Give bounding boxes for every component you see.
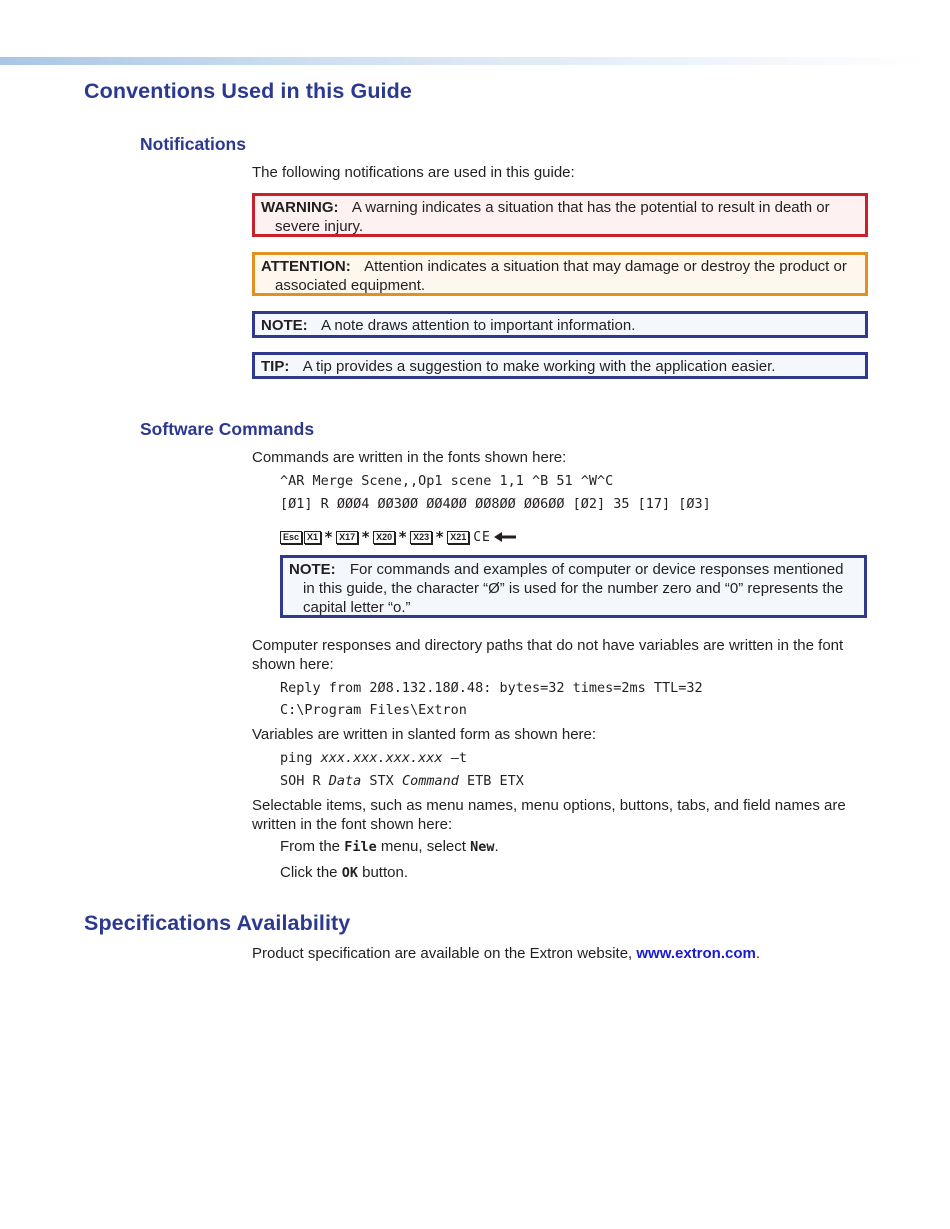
- variable-example-1-a: ping: [280, 750, 321, 766]
- key-x23: X23: [410, 531, 432, 544]
- note-text: A note draws attention to important information.: [321, 317, 636, 334]
- specifications-text-body: Product specification are available on the Extron website,: [252, 945, 637, 962]
- key-x17: X17: [336, 531, 358, 544]
- specifications-text: [252, 944, 862, 963]
- variable-example-2-c: STX: [361, 773, 402, 789]
- variable-example-2-command: Command: [401, 773, 459, 789]
- keystroke-example: [280, 528, 516, 546]
- selectable-new: New: [470, 839, 495, 855]
- variable-example-2: [280, 772, 524, 790]
- ce-text: CE: [473, 529, 491, 545]
- command-example-2: [Ø1] R ØØØ4 ØØ3ØØ ØØ4ØØ ØØ8ØØ ØØ6ØØ [Ø2] 35 [17] [Ø3]: [280, 496, 711, 512]
- commands-note-line3: capital letter “o.”: [303, 599, 411, 616]
- commands-intro: Commands are written in the fonts shown here:: [252, 449, 567, 466]
- attention-label: ATTENTION:: [261, 258, 351, 275]
- notifications-intro: The following notifications are used in this guide:: [252, 164, 575, 181]
- attention-text-line1: Attention indicates a situation that may damage or destroy the product or: [364, 258, 847, 275]
- selectable-intro-line1: Selectable items, such as menu names, menu options, buttons, tabs, and field names are: [252, 797, 846, 814]
- warning-text-line1: A warning indicates a situation that has the potential to result in death or: [351, 199, 830, 216]
- selectable-example-1-e: .: [494, 838, 499, 855]
- key-x21: X21: [447, 531, 469, 544]
- variable-example-1: [280, 749, 467, 767]
- responses-intro-line1: Computer responses and directory paths that do not have variables are written in the font: [252, 637, 844, 654]
- commands-note-line1: For commands and examples of computer or device responses mentioned: [349, 561, 844, 578]
- tip-text: A tip provides a suggestion to make working with the application easier.: [302, 358, 776, 375]
- variable-example-1-c: —t: [442, 750, 467, 766]
- selectable-file: File: [344, 839, 377, 855]
- warning-label: WARNING:: [261, 199, 339, 216]
- selectable-example-1-a: From the: [280, 838, 345, 855]
- star-symbol: *: [398, 528, 408, 546]
- attention-box: [252, 252, 868, 296]
- software-commands-heading: Software Commands: [140, 419, 315, 439]
- note-box: [252, 311, 868, 338]
- key-esc: Esc: [280, 531, 302, 544]
- commands-note-line2: in this guide, the character “Ø” is used for the number zero and “0” represents the: [303, 580, 844, 597]
- note-label: NOTE:: [261, 317, 308, 334]
- commands-note-box: [280, 555, 867, 618]
- warning-box: [252, 193, 868, 237]
- star-symbol: *: [324, 528, 334, 546]
- selectable-example-1: [280, 837, 499, 857]
- attention-text-line2: associated equipment.: [275, 277, 426, 294]
- variable-example-1-var: xxx.xxx.xxx.xxx: [320, 750, 443, 766]
- variables-intro: Variables are written in slanted form as shown here:: [252, 726, 597, 743]
- extron-website-link[interactable]: www.extron.com: [636, 945, 756, 962]
- tip-box: [252, 352, 868, 379]
- specifications-title: Specifications Availability: [84, 911, 351, 935]
- header-gradient-bar: [0, 57, 930, 65]
- selectable-example-1-c: menu, select: [376, 838, 471, 855]
- variable-example-2-e: ETB ETX: [458, 773, 524, 789]
- variable-example-2-a: SOH R: [280, 773, 329, 789]
- star-symbol: *: [361, 528, 371, 546]
- command-example-1: ^AR Merge Scene,,Op1 scene 1,1 ^B 51 ^W^C: [280, 473, 614, 489]
- directory-path-example: C:\Program Files\Extron: [280, 702, 467, 718]
- response-example: Reply from 2Ø8.132.18Ø.48: bytes=32 times=2ms TTL=32: [280, 680, 703, 696]
- selectable-intro-line2: written in the font shown here:: [252, 816, 453, 833]
- warning-text-line2: severe injury.: [275, 218, 364, 235]
- selectable-example-2: [280, 863, 408, 883]
- commands-note-label: NOTE:: [289, 561, 336, 578]
- selectable-ok: OK: [341, 865, 358, 881]
- enter-arrow-icon: [494, 532, 516, 542]
- star-symbol: *: [435, 528, 445, 546]
- notifications-heading: Notifications: [140, 134, 246, 154]
- key-x1: X1: [304, 531, 321, 544]
- selectable-example-2-a: Click the: [280, 864, 342, 881]
- responses-intro-line2: shown here:: [252, 656, 334, 673]
- tip-label: TIP:: [261, 358, 290, 375]
- selectable-example-2-c: button.: [357, 864, 408, 881]
- specifications-text-end: .: [755, 945, 761, 962]
- variable-example-2-data: Data: [328, 773, 362, 789]
- page-title: Conventions Used in this Guide: [84, 79, 412, 103]
- key-x20: X20: [373, 531, 395, 544]
